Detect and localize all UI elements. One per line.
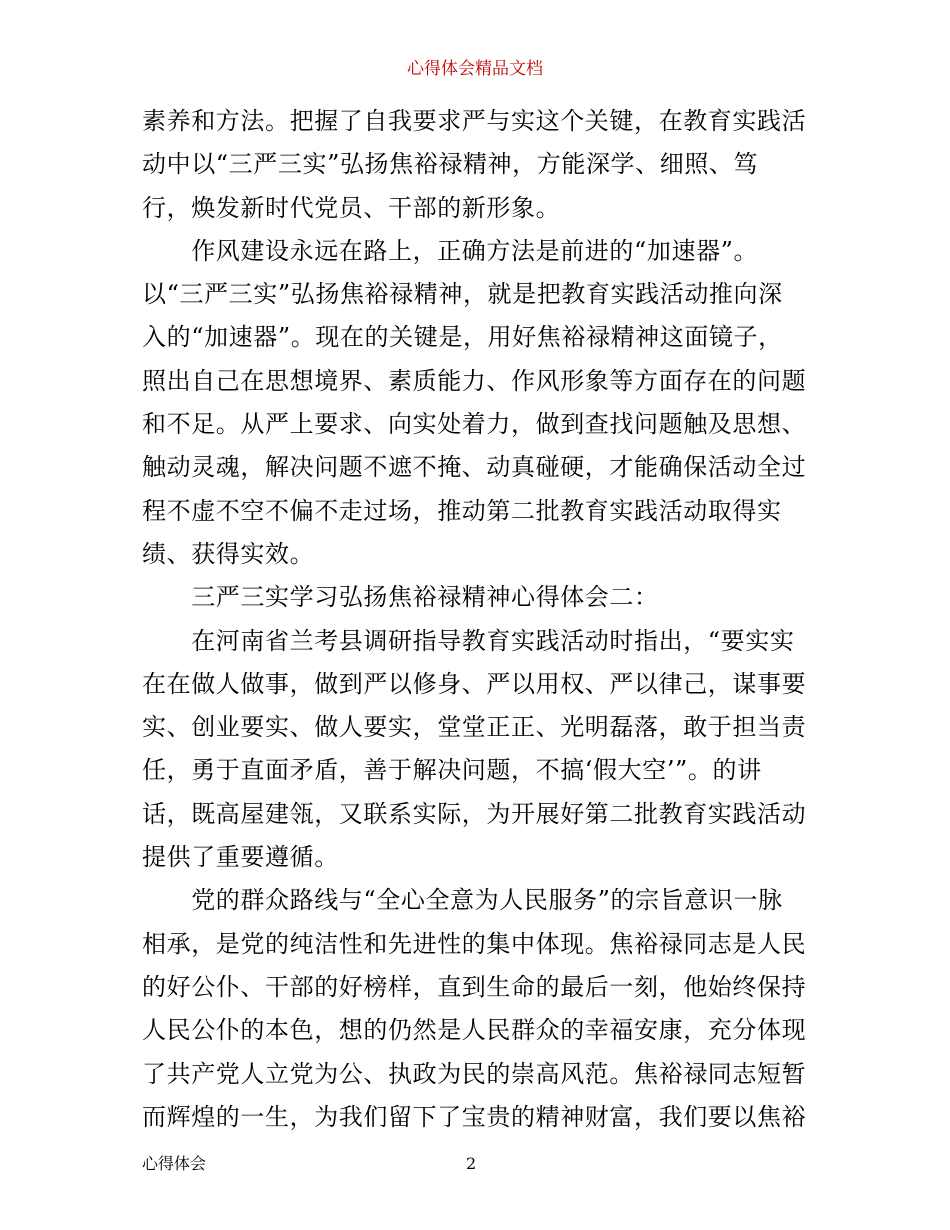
body-line: 和不足。从严上要求、向实处着力，做到查找问题触及思想、 xyxy=(142,410,807,439)
body-line: 在河南省兰考县调研指导教育实践活动时指出，“要实实 xyxy=(142,626,795,655)
body-line: 素养和方法。把握了自我要求严与实这个关键，在教育实践活 xyxy=(142,107,807,135)
body-line: 话，既高屋建瓴，又联系实际，为开展好第二批教育实践活动 xyxy=(142,799,807,828)
body-line: 触动灵魂，解决问题不遮不掩、动真碰硬，才能确保活动全过 xyxy=(142,453,807,482)
body-line: 动中以“三严三实”弘扬焦裕禄精神，方能深学、细照、笃 xyxy=(142,150,759,179)
body-line: 而辉煌的一生，为我们留下了宝贵的精神财富，我们要以焦裕 xyxy=(142,1102,807,1131)
body-line: 在在做人做事，做到严以修身、严以用权、严以律己，谋事要 xyxy=(142,669,807,698)
body-line: 程不虚不空不偏不走过场，推动第二批教育实践活动取得实 xyxy=(142,496,782,525)
body-line: 入的“加速器”。现在的关键是，用好焦裕禄精神这面镜子， xyxy=(142,323,783,352)
body-line: 行，焕发新时代党员、干部的新形象。 xyxy=(142,193,561,222)
page-number: 2 xyxy=(466,1154,477,1173)
body-line: 实、创业要实、做人要实，堂堂正正、光明磊落，敢于担当责 xyxy=(142,713,807,742)
body-line: 的好公仆、干部的好榜样，直到生命的最后一刻，他始终保持 xyxy=(142,972,807,1001)
page-header-title: 心得体会精品文档 xyxy=(407,59,543,79)
body-line: 人民公仆的本色，想的仍然是人民群众的幸福安康，充分体现 xyxy=(142,1016,807,1045)
body-line: 党的群众路线与“全心全意为人民服务”的宗旨意识一脉 xyxy=(142,886,783,915)
body-line: 相承，是党的纯洁性和先进性的集中体现。焦裕禄同志是人民 xyxy=(142,929,807,958)
body-line: 照出自己在思想境界、素质能力、作风形象等方面存在的问题 xyxy=(142,366,807,395)
footer-label: 心得体会 xyxy=(142,1154,207,1173)
body-line: 绩、获得实效。 xyxy=(142,539,315,568)
body-line: 任，勇于直面矛盾，善于解决问题，不搞‘假大空’”。的讲 xyxy=(142,756,762,785)
body-line: 以“三严三实”弘扬焦裕禄精神，就是把教育实践活动推向深 xyxy=(142,280,783,309)
body-line: 作风建设永远在路上，正确方法是前进的“加速器”。 xyxy=(142,236,759,265)
document-body xyxy=(142,100,812,1139)
body-line: 了共产党人立党为公、执政为民的崇高风范。焦裕禄同志短暂 xyxy=(142,1059,807,1088)
body-line: 提供了重要遵循。 xyxy=(142,843,339,872)
section-heading: 三严三实学习弘扬焦裕禄精神心得体会二： xyxy=(142,583,659,612)
